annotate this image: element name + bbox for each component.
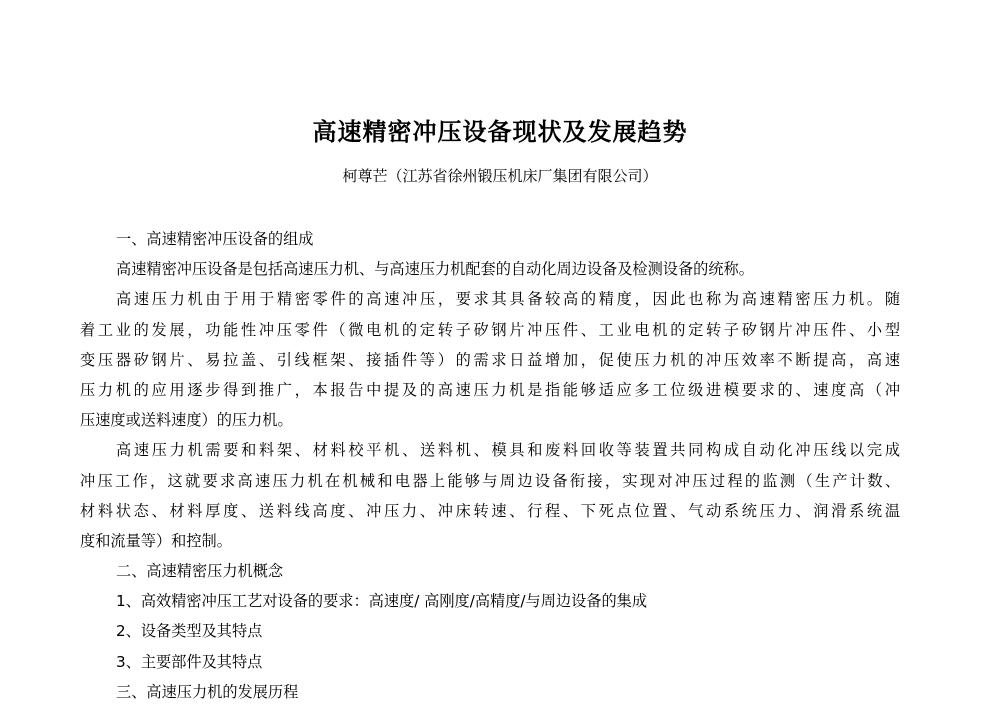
section-heading-3: 三、高速压力机的发展历程	[116, 682, 299, 701]
section-heading-1: 一、高速精密冲压设备的组成	[116, 230, 314, 248]
paragraph-line: 材料状态、材料厚度、送料线高度、冲压力、冲床转速、行程、下死点位置、气动系统压力、润滑系统温	[80, 501, 900, 520]
document-title: 高速精密冲压设备现状及发展趋势	[312, 118, 688, 146]
paragraph-line: 高速压力机需要和料架、材料校平机、送料机、模具和废料回收等装置共同构成自动化冲压线以完成	[116, 441, 900, 460]
list-item: 1、高效精密冲压工艺对设备的要求：高速度/ 高刚度/高精度/与周边设备的集成	[116, 592, 648, 611]
paragraph-line: 变压器矽钢片、易拉盖、引线框架、接插件等）的需求日益增加，促使压力机的冲压效率不断提高，高速	[80, 350, 900, 369]
paragraph-line: 着工业的发展，功能性冲压零件（微电机的定转子矽钢片冲压件、工业电机的定转子矽钢片冲压件、小型	[80, 320, 900, 339]
list-item: 2、设备类型及其特点	[116, 622, 263, 641]
paragraph-line: 压速度或送料速度）的压力机。	[80, 411, 293, 430]
list-item: 3、主要部件及其特点	[116, 652, 263, 671]
document-body	[80, 224, 900, 707]
section-heading-2: 二、高速精密压力机概念	[116, 562, 284, 581]
paragraph-line: 冲压工作，这就要求高速压力机在机械和电器上能够与周边设备衔接，实现对冲压过程的监测（生产计数、	[80, 471, 900, 490]
paragraph-line: 高速精密冲压设备是包括高速压力机、与高速压力机配套的自动化周边设备及检测设备的统称。	[116, 260, 754, 279]
paragraph-line: 压力机的应用逐步得到推广，本报告中提及的高速压力机是指能够适应多工位级进模要求的、速度高（冲	[80, 380, 900, 399]
paragraph-line: 高速压力机由于用于精密零件的高速冲压，要求其具备较高的精度，因此也称为高速精密压力机。随	[116, 290, 900, 309]
author-line: 柯尊芒（江苏省徐州锻压机床厂集团有限公司）	[342, 167, 658, 185]
paragraph-line: 度和流量等）和控制。	[80, 531, 232, 550]
